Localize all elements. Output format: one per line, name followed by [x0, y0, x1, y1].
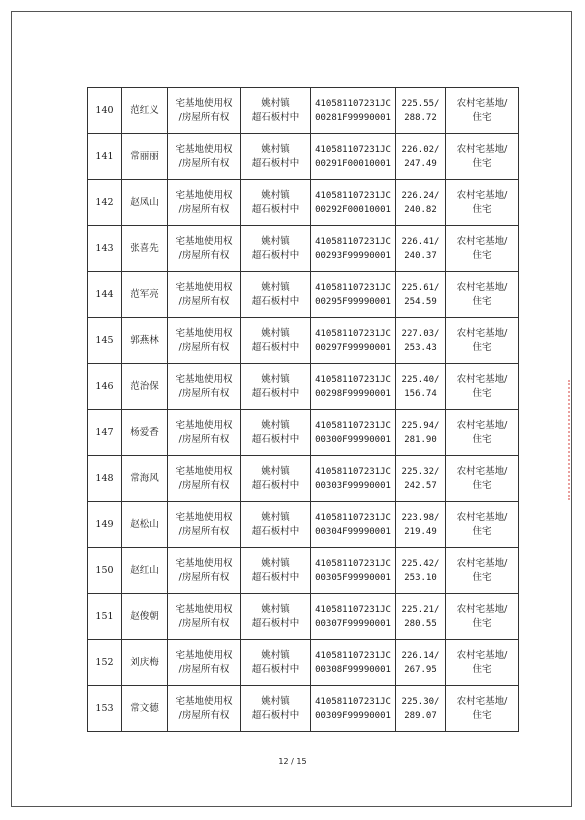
right-type-line: /房屋所有权 — [178, 709, 230, 721]
table-row — [88, 640, 519, 686]
right-type-cell — [168, 594, 241, 640]
row-number-cell: 146 — [88, 364, 122, 410]
usage-cell — [446, 456, 519, 502]
usage-line: 住宅 — [472, 249, 492, 261]
table-row — [88, 548, 519, 594]
usage-line: 住宅 — [472, 479, 492, 491]
location-line: 超石板村中 — [251, 249, 300, 261]
unit-code-line: 410581107231JC — [315, 650, 391, 661]
usage-line: 农村宅基地/ — [456, 97, 508, 109]
right-type-line: 宅基地使用权 — [175, 649, 233, 661]
right-type-line: /房屋所有权 — [178, 203, 230, 215]
area-cell — [396, 410, 446, 456]
location-line: 超石板村中 — [251, 433, 300, 445]
owner-name-cell: 赵凤山 — [122, 180, 168, 226]
right-type-line: 宅基地使用权 — [175, 281, 233, 293]
usage-line: 住宅 — [472, 525, 492, 537]
stamp-edge-mark — [568, 380, 576, 500]
unit-code-line: 410581107231JC — [315, 420, 391, 431]
right-type-line: 宅基地使用权 — [175, 511, 233, 523]
usage-cell — [446, 272, 519, 318]
row-number-cell: 140 — [88, 88, 122, 134]
right-type-line: /房屋所有权 — [178, 249, 230, 261]
location-line: 超石板村中 — [251, 709, 300, 721]
right-type-line: 宅基地使用权 — [175, 465, 233, 477]
area-cell — [396, 640, 446, 686]
location-cell — [241, 502, 311, 548]
table-row — [88, 180, 519, 226]
owner-name-cell: 范军亮 — [122, 272, 168, 318]
location-line: 姚村镇 — [261, 327, 290, 339]
usage-line: 农村宅基地/ — [456, 465, 508, 477]
right-type-line: 宅基地使用权 — [175, 557, 233, 569]
owner-name-cell: 赵俊朝 — [122, 594, 168, 640]
unit-code-line: 00307F99990001 — [315, 618, 391, 629]
area-line: 254.59 — [404, 296, 437, 307]
area-line: 225.61/ — [401, 282, 440, 293]
area-line: 223.98/ — [401, 512, 440, 523]
unit-code-line: 410581107231JC — [315, 604, 391, 615]
usage-line: 农村宅基地/ — [456, 235, 508, 247]
row-number-cell: 142 — [88, 180, 122, 226]
unit-code-line: 00297F99990001 — [315, 342, 391, 353]
right-type-line: 宅基地使用权 — [175, 419, 233, 431]
table-body — [88, 88, 519, 732]
area-line: 225.94/ — [401, 420, 440, 431]
row-number-cell: 153 — [88, 686, 122, 732]
unit-code-cell — [311, 594, 396, 640]
usage-cell — [446, 686, 519, 732]
right-type-line: /房屋所有权 — [178, 479, 230, 491]
owner-name-cell: 常海风 — [122, 456, 168, 502]
area-cell — [396, 364, 446, 410]
usage-line: 农村宅基地/ — [456, 511, 508, 523]
location-line: 超石板村中 — [251, 111, 300, 123]
row-number-cell: 149 — [88, 502, 122, 548]
location-line: 姚村镇 — [261, 649, 290, 661]
location-cell — [241, 272, 311, 318]
unit-code-cell — [311, 502, 396, 548]
unit-code-line: 00309F99990001 — [315, 710, 391, 721]
area-line: 227.03/ — [401, 328, 440, 339]
area-cell — [396, 88, 446, 134]
area-cell — [396, 318, 446, 364]
unit-code-line: 410581107231JC — [315, 144, 391, 155]
location-line: 姚村镇 — [261, 603, 290, 615]
location-cell — [241, 594, 311, 640]
unit-code-line: 410581107231JC — [315, 696, 391, 707]
owner-name-cell: 赵松山 — [122, 502, 168, 548]
area-line: 247.49 — [404, 158, 437, 169]
location-line: 姚村镇 — [261, 557, 290, 569]
area-cell — [396, 502, 446, 548]
right-type-line: /房屋所有权 — [178, 295, 230, 307]
owner-name-cell: 范红义 — [122, 88, 168, 134]
owner-name-cell: 郭燕林 — [122, 318, 168, 364]
area-line: 288.72 — [404, 112, 437, 123]
usage-cell — [446, 226, 519, 272]
table-row — [88, 410, 519, 456]
location-cell — [241, 88, 311, 134]
table-row — [88, 594, 519, 640]
location-cell — [241, 318, 311, 364]
right-type-cell — [168, 410, 241, 456]
right-type-line: 宅基地使用权 — [175, 603, 233, 615]
unit-code-cell — [311, 410, 396, 456]
unit-code-cell — [311, 640, 396, 686]
right-type-cell — [168, 134, 241, 180]
unit-code-line: 410581107231JC — [315, 190, 391, 201]
usage-cell — [446, 318, 519, 364]
location-line: 姚村镇 — [261, 281, 290, 293]
location-cell — [241, 686, 311, 732]
row-number-cell: 145 — [88, 318, 122, 364]
owner-name-cell: 常丽丽 — [122, 134, 168, 180]
location-cell — [241, 134, 311, 180]
area-line: 225.32/ — [401, 466, 440, 477]
location-line: 超石板村中 — [251, 295, 300, 307]
location-line: 姚村镇 — [261, 97, 290, 109]
usage-line: 农村宅基地/ — [456, 281, 508, 293]
unit-code-line: 410581107231JC — [315, 512, 391, 523]
unit-code-cell — [311, 364, 396, 410]
unit-code-line: 00304F99990001 — [315, 526, 391, 537]
usage-cell — [446, 88, 519, 134]
unit-code-line: 00281F99990001 — [315, 112, 391, 123]
row-number-cell: 151 — [88, 594, 122, 640]
usage-cell — [446, 640, 519, 686]
location-line: 姚村镇 — [261, 143, 290, 155]
right-type-line: 宅基地使用权 — [175, 373, 233, 385]
right-type-cell — [168, 640, 241, 686]
owner-name-cell: 范治保 — [122, 364, 168, 410]
area-cell — [396, 594, 446, 640]
row-number-cell: 141 — [88, 134, 122, 180]
owner-name-cell: 张喜先 — [122, 226, 168, 272]
area-cell — [396, 456, 446, 502]
usage-cell — [446, 134, 519, 180]
area-line: 219.49 — [404, 526, 437, 537]
area-line: 267.95 — [404, 664, 437, 675]
usage-cell — [446, 502, 519, 548]
unit-code-cell — [311, 318, 396, 364]
area-line: 289.07 — [404, 710, 437, 721]
usage-cell — [446, 548, 519, 594]
usage-line: 住宅 — [472, 341, 492, 353]
area-line: 225.40/ — [401, 374, 440, 385]
right-type-line: /房屋所有权 — [178, 387, 230, 399]
right-type-line: /房屋所有权 — [178, 341, 230, 353]
location-line: 姚村镇 — [261, 695, 290, 707]
area-line: 225.55/ — [401, 98, 440, 109]
location-line: 超石板村中 — [251, 387, 300, 399]
area-line: 280.55 — [404, 618, 437, 629]
location-line: 超石板村中 — [251, 203, 300, 215]
usage-line: 农村宅基地/ — [456, 419, 508, 431]
right-type-cell — [168, 318, 241, 364]
right-type-cell — [168, 456, 241, 502]
area-line: 225.42/ — [401, 558, 440, 569]
unit-code-cell — [311, 686, 396, 732]
unit-code-line: 00295F99990001 — [315, 296, 391, 307]
area-line: 226.24/ — [401, 190, 440, 201]
unit-code-line: 410581107231JC — [315, 466, 391, 477]
right-type-line: /房屋所有权 — [178, 525, 230, 537]
location-line: 姚村镇 — [261, 511, 290, 523]
location-line: 姚村镇 — [261, 235, 290, 247]
table-row — [88, 88, 519, 134]
unit-code-cell — [311, 272, 396, 318]
row-number-cell: 144 — [88, 272, 122, 318]
unit-code-line: 00293F99990001 — [315, 250, 391, 261]
unit-code-cell — [311, 456, 396, 502]
row-number-cell: 148 — [88, 456, 122, 502]
usage-line: 农村宅基地/ — [456, 557, 508, 569]
area-cell — [396, 134, 446, 180]
usage-cell — [446, 594, 519, 640]
right-type-cell — [168, 226, 241, 272]
right-type-cell — [168, 686, 241, 732]
usage-line: 农村宅基地/ — [456, 327, 508, 339]
area-line: 226.02/ — [401, 144, 440, 155]
area-cell — [396, 180, 446, 226]
area-cell — [396, 686, 446, 732]
usage-line: 住宅 — [472, 111, 492, 123]
usage-line: 住宅 — [472, 157, 492, 169]
location-line: 超石板村中 — [251, 571, 300, 583]
location-line: 超石板村中 — [251, 479, 300, 491]
table-row — [88, 134, 519, 180]
right-type-cell — [168, 364, 241, 410]
area-line: 253.43 — [404, 342, 437, 353]
unit-code-line: 00305F99990001 — [315, 572, 391, 583]
usage-line: 农村宅基地/ — [456, 373, 508, 385]
right-type-cell — [168, 272, 241, 318]
area-line: 240.82 — [404, 204, 437, 215]
owner-name-cell: 刘庆梅 — [122, 640, 168, 686]
area-line: 253.10 — [404, 572, 437, 583]
area-cell — [396, 226, 446, 272]
table-row — [88, 272, 519, 318]
row-number-cell: 147 — [88, 410, 122, 456]
row-number-cell: 143 — [88, 226, 122, 272]
usage-line: 住宅 — [472, 617, 492, 629]
usage-line: 住宅 — [472, 387, 492, 399]
right-type-line: /房屋所有权 — [178, 111, 230, 123]
location-line: 超石板村中 — [251, 617, 300, 629]
table-row — [88, 686, 519, 732]
usage-line: 农村宅基地/ — [456, 189, 508, 201]
row-number-cell: 150 — [88, 548, 122, 594]
area-line: 226.14/ — [401, 650, 440, 661]
right-type-line: /房屋所有权 — [178, 571, 230, 583]
location-line: 超石板村中 — [251, 157, 300, 169]
right-type-line: /房屋所有权 — [178, 663, 230, 675]
usage-line: 住宅 — [472, 433, 492, 445]
usage-cell — [446, 410, 519, 456]
usage-cell — [446, 364, 519, 410]
right-type-line: 宅基地使用权 — [175, 235, 233, 247]
table-row — [88, 456, 519, 502]
location-line: 姚村镇 — [261, 465, 290, 477]
unit-code-line: 410581107231JC — [315, 558, 391, 569]
right-type-cell — [168, 502, 241, 548]
unit-code-line: 410581107231JC — [315, 328, 391, 339]
unit-code-line: 00303F99990001 — [315, 480, 391, 491]
right-type-line: /房屋所有权 — [178, 617, 230, 629]
unit-code-line: 00292F00010001 — [315, 204, 391, 215]
unit-code-line: 00298F99990001 — [315, 388, 391, 399]
table-row — [88, 226, 519, 272]
right-type-line: 宅基地使用权 — [175, 695, 233, 707]
usage-line: 住宅 — [472, 295, 492, 307]
location-cell — [241, 180, 311, 226]
location-line: 超石板村中 — [251, 663, 300, 675]
location-cell — [241, 410, 311, 456]
usage-line: 住宅 — [472, 663, 492, 675]
location-cell — [241, 640, 311, 686]
table-row — [88, 364, 519, 410]
location-line: 超石板村中 — [251, 525, 300, 537]
right-type-line: 宅基地使用权 — [175, 327, 233, 339]
location-cell — [241, 548, 311, 594]
area-line: 226.41/ — [401, 236, 440, 247]
location-line: 超石板村中 — [251, 341, 300, 353]
unit-code-line: 00300F99990001 — [315, 434, 391, 445]
unit-code-line: 00308F99990001 — [315, 664, 391, 675]
usage-line: 农村宅基地/ — [456, 603, 508, 615]
usage-line: 农村宅基地/ — [456, 143, 508, 155]
location-line: 姚村镇 — [261, 419, 290, 431]
location-cell — [241, 226, 311, 272]
area-cell — [396, 548, 446, 594]
page-number: 12 / 15 — [278, 757, 307, 766]
unit-code-line: 410581107231JC — [315, 374, 391, 385]
area-cell — [396, 272, 446, 318]
right-type-line: /房屋所有权 — [178, 157, 230, 169]
owner-name-cell: 杨爱香 — [122, 410, 168, 456]
usage-line: 农村宅基地/ — [456, 649, 508, 661]
right-type-line: 宅基地使用权 — [175, 189, 233, 201]
right-type-cell — [168, 180, 241, 226]
table-row — [88, 318, 519, 364]
unit-code-line: 00291F00010001 — [315, 158, 391, 169]
owner-name-cell: 常文德 — [122, 686, 168, 732]
right-type-line: /房屋所有权 — [178, 433, 230, 445]
unit-code-cell — [311, 548, 396, 594]
unit-code-line: 410581107231JC — [315, 236, 391, 247]
unit-code-cell — [311, 134, 396, 180]
area-line: 240.37 — [404, 250, 437, 261]
registration-table — [87, 87, 519, 732]
unit-code-cell — [311, 88, 396, 134]
usage-line: 农村宅基地/ — [456, 695, 508, 707]
usage-cell — [446, 180, 519, 226]
unit-code-cell — [311, 226, 396, 272]
table-row — [88, 502, 519, 548]
area-line: 225.21/ — [401, 604, 440, 615]
right-type-line: 宅基地使用权 — [175, 143, 233, 155]
right-type-cell — [168, 88, 241, 134]
unit-code-line: 410581107231JC — [315, 98, 391, 109]
location-cell — [241, 364, 311, 410]
area-line: 156.74 — [404, 388, 437, 399]
unit-code-cell — [311, 180, 396, 226]
area-line: 225.30/ — [401, 696, 440, 707]
owner-name-cell: 赵红山 — [122, 548, 168, 594]
usage-line: 住宅 — [472, 571, 492, 583]
usage-line: 住宅 — [472, 203, 492, 215]
location-line: 姚村镇 — [261, 189, 290, 201]
area-line: 281.90 — [404, 434, 437, 445]
right-type-cell — [168, 548, 241, 594]
row-number-cell: 152 — [88, 640, 122, 686]
location-cell — [241, 456, 311, 502]
right-type-line: 宅基地使用权 — [175, 97, 233, 109]
unit-code-line: 410581107231JC — [315, 282, 391, 293]
usage-line: 住宅 — [472, 709, 492, 721]
location-line: 姚村镇 — [261, 373, 290, 385]
area-line: 242.57 — [404, 480, 437, 491]
